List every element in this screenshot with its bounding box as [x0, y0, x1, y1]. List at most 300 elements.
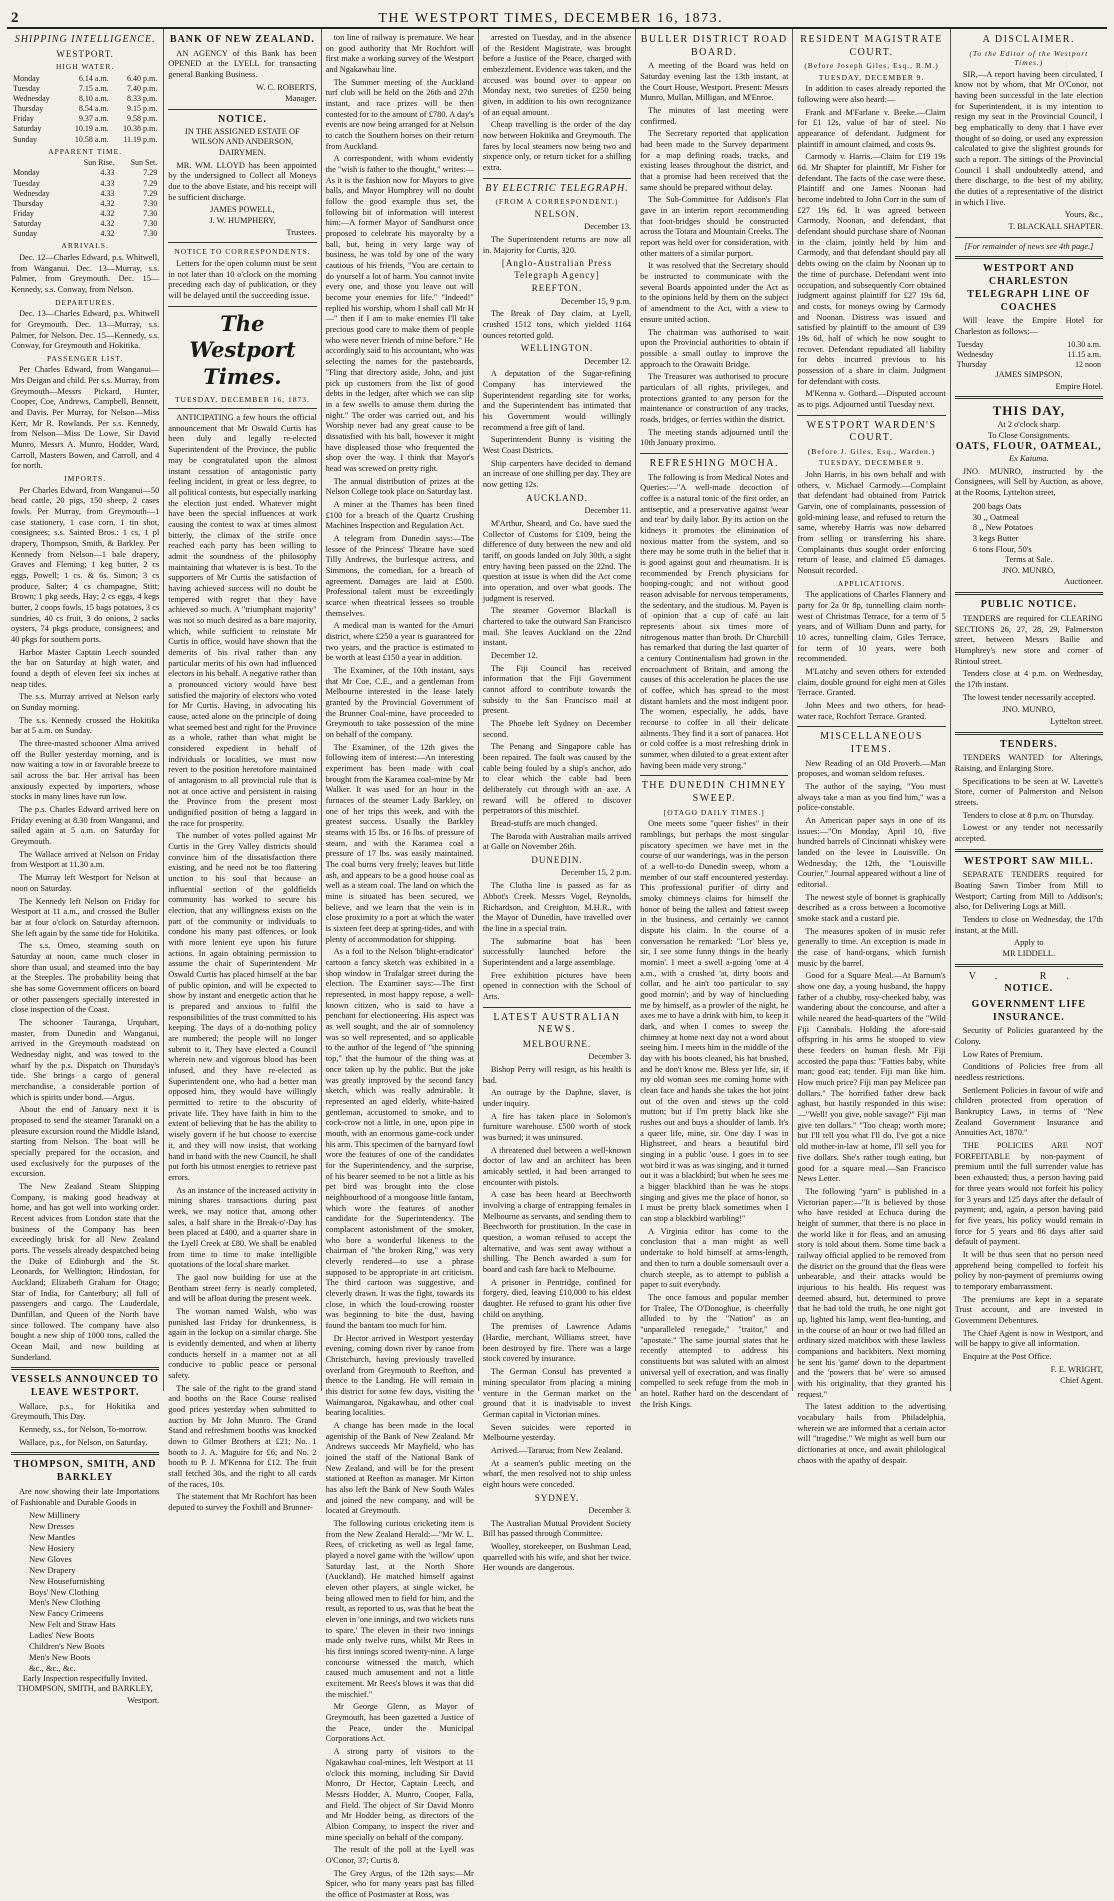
telegraph-place: REEFTON. [531, 283, 583, 294]
editorial-paragraph: As an instance of the increased activity in mining shares transactions during past week, we may notice that, among other sales, a half share in the Break-o'-Day has been placed at £400, and a quarter share in the Lyell Creek at £80. We shall be enabled from time to time to make intelligible quotations of the local share market. [168, 1185, 317, 1270]
australian-news-place: MELBOURNE. [522, 1038, 592, 1049]
shipping-heading: SHIPPING INTELLIGENCE. [14, 34, 156, 45]
news-paragraph: The result of the poll at the Lyell was O'Conor, 37; Curtis 8. [325, 1845, 474, 1865]
australian-news-paragraph: A prisoner in Pentridge, confined for forgery, died, leaving £10,000 to his eldest daughter. He refused to grant his other five child on anything. [482, 1277, 632, 1319]
high-water-row [11, 124, 159, 134]
vessel-item: Wallace, p.s., for Hokitika and Greymouth, This Day. [11, 1401, 160, 1422]
sale-title: THIS DAY, [992, 403, 1065, 419]
gli-paragraph: THE POLICIES ARE NOT FORFEITABLE by non-payment of premium until the full surrender value has been exhausted; thus, a person having paid for three years would not forfeit his policy for 3 years and 125 days after the default of payment; and, again, a person having paid for five years, his policy would remain in force for 5 years and 86 days after said default of payment. [954, 1141, 1103, 1247]
column-editorial [164, 29, 321, 1512]
gli-body [955, 1026, 1103, 1362]
australian-news-paragraph: A case has been heard at Beechworth involving a charge of entrapping females in Melbourne as servants, and sending them to Beechworth for prostitution. In the case in question, a woman refused to accept the alternative, and was sent away without a shilling. The Bench awarded a sum for board and cash fare back to Melbourne. [482, 1190, 632, 1275]
warden-paragraph: John Harris, in his own behalf and with others, v. Michael Carmody.—Complaint that defendant had obtained from Patrick Garvin, one of complainants, possession of gold-mining lease, and refused to return the same, whereby Harris was now debarred from selling or transferring his share. Complainants thus sought order enforcing return of lease, and claimed £5 damages. Nonsuit recorded. [797, 469, 946, 576]
telegraph-paragraph: The Break of Day claim, at Lyell, crushed 1512 tons, which yielded 1164 ounces retorted gold. [482, 309, 632, 340]
high-water-row-cell: 11.19 p.m. [123, 134, 158, 144]
high-water-row-cell: 9.15 p.m. [127, 104, 158, 114]
high-water-row-cell: 10.19 a.m. [74, 124, 109, 134]
coach-row [955, 350, 1103, 360]
sale-items [955, 501, 1103, 556]
high-water-row-cell: 6.14 a.m. [78, 73, 109, 83]
telegraph-paragraph: The Superintendent returns are now all in. Majority for Curtis, 320. [482, 235, 632, 255]
public-notice-close: Tenders close at 4 p.m. on Wednesday, the 17th instant. [954, 669, 1103, 689]
notice-body: MR. WM. LLOYD has been appointed by the undersigned to Collect all Moneys due to the above Estate, and his receipt will be sufficient discharge. [168, 160, 317, 202]
paper-nameplate: The Westport Times. [189, 310, 296, 389]
board-paragraph: The Secretary reported that application had been made to the Survey department for a map defining roads, tracks, and existing leases throughout the district, and that a promise had been received that the same should be prepared without delay. [640, 129, 789, 192]
coach-intro: Will leave the Empire Hotel for Charleston as follows:— [954, 316, 1103, 336]
warden-date: TUESDAY, DECEMBER 9. [818, 458, 925, 468]
gli-paragraph: Settlement Policies in favour of wife and children protected from operation of Bankruptcy Laws, in terms of "New Zealand Government Insurance and Annuities Act, 1870." [954, 1085, 1103, 1138]
telegraph-place: WELLINGTON. [520, 343, 594, 354]
harbour-note: Harbor Master Captain Leech sounded the bar on Saturday at high water, and found a depth of eleven feet six inches at neap tides. [11, 647, 160, 689]
gli-title: GOVERNMENT LIFE INSURANCE. [971, 999, 1087, 1023]
news-paragraph: The Examiner, of the 10th instant, says that Mr Coe, C.E., and a gentleman from Melbourne interested in the lease lately granted by the Provincial Government of the Brunner Coal-mine, have proceeded to Greymouth to take possession of the mine on behalf of the company. [325, 665, 474, 739]
news-paragraph: ton line of railway is premature. We hear on good authority that Mr Rochfort will first make a working survey of the Westport and Ngakawhau line. [325, 33, 474, 75]
notice-title: NOTICE. [217, 114, 267, 126]
australian-news-paragraph: A fire has taken place in Solomon's furniture warehouse. £500 worth of stock was burned; it was uninsured. [482, 1111, 632, 1143]
harbour-note: The three-masted schooner Alma arrived off the Buller yesterday morning, and is now waiting a tow in or favorable breeze to sail across the bar. Her arrival has been anxiously expected by importers, whose stocks in many lines have run low. [11, 739, 160, 802]
rm-date: TUESDAY, DECEMBER 9. [818, 72, 925, 82]
sun-header-cell: Sun Rise. [83, 158, 115, 168]
sale-body: JNO. MUNRO, instructed by the Consignees, will Sell by Auction, as above, at the Rooms, Lyttelton street, [954, 466, 1103, 497]
misc-paragraph: An American paper says in one of its issues:—"On Monday, April 10, five hundred barrels of Cincinnati whiskey were landed on the levee in Louisville. On Wednesday, the 12th, the "Louisville Courier," Journal appeared without a line of editorial. [797, 816, 946, 890]
telegraph-lead [483, 33, 631, 174]
telegraph-date: December 12. [584, 356, 632, 366]
disclaimer-body: SIR,—A report having been circulated, I know not by whom, that Mr O'Conor, not having been successful in the late election for Superintendent, it is my intention to resign my seat in the Provincial Council, I beg emphatically to deny that I have ever thought of so doing, or used any expression calculated to give the slightest grounds for such a report. The sittings of the Provincial Council I shall undoubtedly attend, and there discharge, to the best of my ability, the duties of a representative of the district in which I live. [954, 69, 1103, 207]
high-water-row-cell: Sunday [13, 134, 37, 144]
telegraph-paragraph: December 12. [490, 650, 538, 660]
sale-item: 6 tons Flour, 50's [972, 544, 1032, 555]
gli-notice-title: NOTICE. [1004, 983, 1054, 995]
public-notice-sign: JNO. MUNRO, [1002, 705, 1056, 715]
ad-item: New Mantles [29, 1531, 76, 1542]
tenders-spec: Specifications to be seen at W. Lavette's Store, corner of Palmerston and Nelson streets. [954, 776, 1103, 807]
ad-item: New Gloves [29, 1553, 72, 1564]
high-water-row-cell: 7.15 a.m. [78, 83, 109, 93]
notice-sign2: J. W. HUMPHERY, [209, 216, 276, 226]
telegraph-date: December 15, 2 p.m. [560, 868, 632, 878]
telegraph-paragraph: Bread-stuffs are much changed. [490, 819, 598, 829]
application-paragraph: John Mees and two others, for head-water race, Rochfort Terrace. Granted. [797, 700, 946, 721]
gli-paragraph: Security of Policies guaranteed by the Colony. [954, 1026, 1103, 1047]
board-paragraph: A meeting of the Board was held on Saturday evening last the 13th instant, at the Court House, Westport. Present: Messrs Munro, Mullan, Milligan, and M'Enroe. [640, 61, 789, 103]
tenders-lowest: Lowest or any tender not necessarily accepted. [954, 823, 1103, 843]
coach-times [955, 340, 1103, 370]
mocha-body [640, 473, 788, 772]
sale-sub: To Close Consignments. [987, 430, 1070, 440]
sale-ex: Ex Kaiuma. [1009, 453, 1049, 463]
sweep-source: [OTAGO DAILY TIMES.] [663, 807, 765, 817]
misc-body [797, 759, 945, 1467]
news-paragraph: As a foil to the Nelson 'blight-eradicator' cartoon a fancy sketch was exhibited in a shop window in Trafalgar street during the election. The Examiner says:—The first represented, in most happy repose, a well-known citizen, who is said to have a penchant for electioneering. His aspect was as well sought, and the air of somnolency was so well represented, and so applicable to the author of the legend of "the spinning top," that the humour of the thing was at once taken up by the public. But the joke was greatly improved by the second fancy sketch, which was really admirable. It represented an aged elderly, white-haired gentleman, accustomed to smoke, and to cock-crow not a little, in one, upon pipe in mouth, with an enormous game-cock under his arm. This specimen of the barnyard fowl wore the features of one of the candidates for the Superintendency, and the surprise, of his bearer seemed to be not a little as his pet bird was brought into the close neighbourhood of a mongoose little fantam, which wore the features of another candidate for the Superintendency. The complacent astonishment of the smoker, who bore a wonderful likeness to the chairman of "the broken Ring," was very cleverly rendered—to use a phrase supposed to be appropriate in art criticism. The third cartoon was suggestive, and cleverly drawn. It was the fight, towards its close, in which the loud-crowing rooster was beginning to bite the dust, having found the bantam too much for him. [325, 947, 474, 1330]
lead-paragraph: arrested on Tuesday, and in the absence of the Resident Magistrate, was brought before a Justice of the Peace, charged with embezzlement. Evidence was taken, and the accused was bound over to appear on Monday next, two sureties of £250 being given, in addition to his own recognizance of an equal amount. [482, 33, 632, 117]
editorial-paragraph: The gaol now building for use at the Bentham street ferry is nearly completed, and will be afloat during the present week. [168, 1272, 317, 1304]
warden-body [797, 470, 945, 577]
coach-row [955, 340, 1103, 350]
departures-label: DEPARTURES. [55, 297, 116, 307]
sweep-paragraph: One meets some "queer fishes" in their ramblings, but perhaps the most singular piscatory specimen we have met in the course of our wanderings, was in the person of a well-to-do Dunedin sweep, whom a member of our staff encountered yesterday. This professional purifier of dirty and smoky chimneys claims for himself the honor of being the tallest and fattest sweep in the business, and certainly we cannot dispute his claim. In the course of a conversation he remarked: "Lor' bless ye, sir, I see some funny things in the hearly mornin'. I meet a swell a-going 'ome at 4 a.m., with a crushed 'at, dirty boots and collar, and he ain't too particular to say good mornin'; and by way of hinclueding me by himself, as a prowler of the night, he axes me to have a drink with him, to keep it dark, and when I comes to sweep the chimney at home next day not a word about seeing him. I meets him in the middle of the day with his boots cleaned, his hat brushed, and he don't know me. Bless yer life, sir, if my old woman sees me coming home with clean face and hands she takes the hot joint out of the oven and stews up the cold mutton; but if I'm pretty black like she rushes out and buys a shoulder of lamb. It's a queer life, mine, sir. One day I was in Highstreet, and hears a beautiful bird singing in a public 'ouse. I goes in to see wot bird it was as was singing, and it turned out it was a blackbird; but when he sees me a bigger blackbird than he was he stops singing and gives me the place of honor, so I must be pretty black sometimes when I can stop a blackbird warbling!" [640, 819, 789, 1224]
australian-news-paragraph: The Australian Mutual Provident Society Bill has passed through Committee. [482, 1518, 632, 1539]
telegraph-paragraph: Ship carpenters have decided to demand an increase of one shilling per day. They are now getting 12s. [482, 458, 632, 490]
board-paragraph: The Treasurer was authorised to procure particulars of all rights, privileges, and protections granted to any person for the maintenance or construction of any tracks, roads, bridges, or ferries within the district. [640, 372, 789, 424]
news-paragraph: The following curious cricketing item is from the New Zealand Herald:—"Mr W. L. Rees, of cricketing as well as legal fame, played a novel game with the 'willow' upon Saturday last, at the North Shore (Auckland). He matched himself against eleven other players, at single wicket, he being allowed men to field for him, and the result, as reported to us, was that he beat the eleven in 'one innings, and two wickets runs to spare.' The eleven in their two innings made only twelve runs, whilst Mr Rees in his first innings scored twenty-nine. A large concourse witnessed the match, which caused much amusement and not a little excitement. Mr Rees's blows it was that did the mischief." [325, 1519, 474, 1699]
telegraph-date: December 11. [584, 506, 632, 516]
tsb-ad-intro: Are now showing their late Importations of Fashionable and Durable Goods in [11, 1486, 160, 1507]
newspaper-page [7, 5, 1107, 1899]
passenger-text: Per Charles Edward, from Wanganui—Mrs Deigan and child. Per s.s. Murray, from Greymouth—Messrs Pickard, Hunter, Cooper, Coe, Andrews, Campbell, Bennett, and Davis. Per Murray, for Nelson—Miss Kerr, Mr R. Rowlands. Per s.s. Kennedy, from Nelson—Miss De Lowe, Sir David Munro, Messrs A. Munro, Hodder, Ward, Carroll, Masters Bowen, and Carroll, and 4 for north. [11, 365, 160, 471]
bank-body: AN AGENCY of this Bank has been OPENED at the LYELL for transacting general Banking Business. [168, 48, 317, 80]
vessel-item: Kennedy, s.s., for Nelson, To-morrow. [19, 1425, 147, 1435]
apparent-time-row-cell: Sunday [13, 229, 37, 239]
applications-heading: APPLICATIONS. [837, 578, 906, 588]
tsb-ad-place: Westport. [127, 1696, 160, 1706]
australian-news-paragraph: An outrage by the Daphne, slaver, is under inquiry. [482, 1088, 632, 1109]
high-water-row [11, 114, 159, 124]
vessels-list [11, 1402, 159, 1449]
apparent-time-row-cell: 4.32 [100, 219, 115, 229]
gli-paragraph: Conditions of Policies free from all needless restrictions. [954, 1062, 1103, 1083]
harbour-note: The schooner Tauranga, Urquhart, master, from Dunedin and Wanganui, arrived in the Greymouth roadstead on Wednesday night, and was towed to the wharf by the p.s. Dispatch on Thursday's tide. She brings a cargo of general merchandise, a considerable portion of which is spirits under bond.—Argus. [11, 1017, 160, 1102]
saw-mill-apply: Apply to [1014, 938, 1044, 948]
sale-sign: JNO. MUNRO, [1002, 565, 1056, 575]
tenders-body: TENDERS WANTED for Alterings, Raising, and Enlarging Store. [954, 753, 1103, 773]
coach-row-cell: 12 noon [1074, 359, 1101, 369]
column-local-news [322, 29, 479, 1899]
apparent-time-row [11, 189, 159, 199]
misc-paragraph: The newest style of bonnet is graphically described as a cross between a locomotive smoke stack and a custard pie. [797, 892, 946, 924]
ad-item: Men's New Boots [29, 1651, 91, 1662]
misc-paragraph: The measures spoken of in music refer generally to time. An exception is made in the case of hand-organs, which furnish music by the barrel. [797, 926, 946, 968]
warden-heading: WESTPORT WARDEN'S COURT. [806, 419, 937, 444]
bank-role: Manager. [285, 94, 317, 104]
sale-goods: OATS, FLOUR, OATMEAL, [955, 441, 1102, 453]
port-heading: WESTPORT. [56, 48, 114, 59]
apparent-time-row-cell: Friday [13, 209, 34, 219]
disclaimer-to: (To the Editor of the Westport Times.) [969, 48, 1089, 68]
misc-paragraph: The following "yarn" is published in a Victorian paper:—"It is believed by those who have resided at Echuca during the height of summer, that there is no place in the world like it for fleas, and an amusing story is told about them. Some time back a railway official applied to be removed from the district on the ground that the fleas were unbearable, and their attacks would be injurious to his health. His request was deemed absurd, but, determined to prove that he had told the truth, he one night got up, lighted his lamp, went flea-hunting, and in the course of an hour or two had filled an ordinary sized matchbox with these lawless companions and backbiters. Next morning he sent his 'game' down to the department and the 'powers that be' were so amused with his originality, that they granted his request." [797, 1186, 946, 1399]
high-water-row-cell: 10.58 a.m. [74, 134, 109, 144]
sale-role: Auctioneer. [1064, 577, 1103, 587]
board-body [640, 61, 788, 449]
vessel-item: Wallace, p.s., for Nelson, on Saturday. [19, 1437, 148, 1447]
board-paragraph: It was resolved that the Secretary should be instructed to communicate with the several Boards appointed under the Act as to the opinions held by them on the subject of amendment to the Act, with a view to ensure united action. [640, 261, 789, 324]
high-water-row-cell: Tuesday [13, 83, 40, 93]
editorial-paragraph: The woman named Walsh, who was punished last Friday for drunkenness, is again in the lockup on a similar charge. She is evidently demented, and when at liberty conducts herself in a manner not at all conducive to public peace or personal safety. [168, 1306, 317, 1380]
tsb-ad-title: THOMPSON, SMITH, AND BARKLEY [13, 1459, 157, 1484]
harbour-note: The Kennedy left Nelson on Friday for Westport at 11 a.m., and crossed the Buller bar at four o'clock on Saturday afternoon. She left again by the same tide for Hokitika. [11, 896, 160, 938]
high-water-row-cell: 7.40 p.m. [127, 83, 158, 93]
apparent-time-row-cell: 7.30 [143, 219, 158, 229]
telegraph-place: DUNEDIN. [531, 855, 583, 866]
tsb-ad-sign: THOMPSON, SMITH, and BARKLEY, [17, 1684, 153, 1694]
gli-paragraph: Low Rates of Premium. [962, 1049, 1043, 1059]
page-number: 2 [11, 10, 19, 26]
column-advertisements [951, 29, 1107, 1391]
apparent-time-row-cell: 4.32 [100, 229, 115, 239]
news-paragraph: A medical man is wanted for the Amuri district, where £250 a year is guaranteed for two years, and the practice is estimated to be worth at least £150 a year in addition. [325, 621, 474, 663]
high-water-row-cell: 6.40 p.m. [127, 73, 158, 83]
apparent-time-row-cell: 7.30 [143, 209, 158, 219]
misc-paragraph: Good for a Square Meal.—At Barnum's show one day, a young husband, the happy father of a chubby, rosy-cheeked baby, was wandering about the concourse, and after a while neared the head-quarters of the "Wild Fiji Cannibals. Holding the afore-said offspring in his arms he stooped to view these feeders on human flesh. Mr Fiji accosted the papa thus: "Fatties baby, white man; good eat; tender. Fiji man like him. How much price? Fiji man pay Melicee pan dollars." The horrified father drew back aghast, but hastily responded in this wise:—"Well! you give, noble savage?" Fiji man give ten dollars." "Too cheap; worth more; but I'll tell you what I'll do. I've got a nice old mother-in-law at home, I'll sell you for five dollars. She's rather tough eating, but good for a square meal.—San Francisco News Letter. [797, 971, 946, 1184]
australian-news-paragraph: A threatened duel between a well-known doctor of law and an architect has been amicably settled, it had been arranged to encounter with pistols. [482, 1145, 632, 1187]
tsb-ad-invite: Early Inspection respectfully Invited. [22, 1673, 148, 1683]
telegraph-paragraph: Superintendent Bunny is visiting the West Coast Districts. [482, 435, 632, 456]
gli-paragraph: Enquire at the Post Office. [962, 1351, 1052, 1361]
ad-item: New Housefurnishing [29, 1575, 105, 1586]
masthead [7, 5, 1107, 29]
notice-sign1: JAMES POWELL, [210, 205, 275, 215]
apparent-time-row-cell: 4.32 [100, 198, 115, 208]
tenders-title: TENDERS. [999, 738, 1058, 750]
news-paragraph: The annual distribution of prizes at the Nelson College took place on Saturday last. [325, 476, 474, 497]
gli-paragraph: The Chief Agent is now in Westport, and will be happy to give all information. [954, 1328, 1103, 1349]
columns [7, 29, 1107, 1899]
high-water-row [11, 135, 159, 145]
sweep-body [640, 819, 788, 1410]
correspondents-body: Letters for the open column must be sent in not later than 10 o'clock on the morning preceding each day of publication, or they will be delayed until the succeeding issue. [168, 258, 317, 300]
harbour-note: The s.s. Omeo, steaming south on Saturday at noon, came much closer in shore than usual, and steamed into the bay at the Steeples. The probability being that she has some Government officers on board or other passengers specially interested in close inspection of the Coast. [11, 941, 160, 1015]
apparent-time-row-cell: Thursday [13, 198, 44, 208]
australian-news-paragraph: At a seamen's public meeting on the wharf, the men resolved not to ship unless eight hours were conceded. [482, 1458, 632, 1489]
sun-header-row [11, 158, 159, 168]
telegraph-from: (FROM A CORRESPONDENT.) [495, 197, 619, 207]
news-paragraph: Dr Hector arrived in Westport yesterday evening, coming down river by canoe from Christchurch, having previously travelled overland from Greymouth to Reefton, and thence to the Landing. He will remain in this district for some few days, visiting the Waimangaroa, Ngakawhau, and other coal bearing localities. [325, 1333, 474, 1418]
column-telegraph [479, 29, 636, 1573]
public-notice-body: TENDERS are required for CLEARING SECTIONS 26, 27, 28, 29, Palmerston street, between Messrs Bailie and Humphrey's new store and corner of Rintoul street. [954, 613, 1103, 666]
news-paragraph: The Grey Argus, of the 12th says:—Mr Spicer, who for many years past has filled the office of Postmaster at Ross, was [325, 1868, 474, 1899]
harbour-note: About the end of January next it is proposed to send the steamer Taranaki on a pleasure excursion round the Middle Island, starting from Nelson. The boat will be specially prepared for the occasion, and used exclusively for the purposes of the excursion. [11, 1105, 160, 1179]
application-paragraph: The applications of Charles Flannery and party for 2a 0r 8p, tunnelling claim north-west of Christmas Terrace, for a term of 5 years, and of William Dunn and party, for 10 acres, tunnelling claim, Giles Terrace, for term of 10 years, were both recommended. [797, 590, 946, 664]
high-water-label: HIGH WATER. [55, 62, 115, 72]
masthead-title: THE WESTPORT TIMES, DECEMBER 16, 1873. [378, 11, 724, 26]
high-water-row [11, 74, 159, 84]
apparent-time-row-cell: 7.29 [143, 168, 158, 178]
apparent-time-row-cell: 4.32 [100, 209, 115, 219]
saw-mill-title: WESTPORT SAW MILL. [963, 855, 1094, 867]
telegraph-paragraph: A deputation of the Sugar-refining Company has interviewed the Superintendent regarding site for works, and the Superintendent has intimated that his Government would willingly recommend a free gift of land. [482, 369, 632, 432]
apparent-time-row-cell: Wednesday [13, 188, 50, 198]
rm-heading: RESIDENT MAGISTRATE COURT. [800, 34, 943, 58]
high-water-row-cell: 9.58 p.m. [127, 114, 158, 124]
telegraph-paragraph: The Penang and Singapore cable has been repaired. The fault was caused by the cable being fouled by a ship's anchor, ado to clear which the cable had been deliberately cut through with an axe. A reward will be offered to discover perpetrators of this mischief. [482, 742, 632, 816]
disclaimer-close: Yours, &c., [1064, 210, 1103, 220]
telegraph-paragraph: The submarine boat has been successfully launched before the Superintendent and a large assemblage. [482, 936, 632, 967]
editorial-paragraph: The statement that Mr Rochfort has been deputed to survey the Foxhill and Brunner- [168, 1492, 317, 1512]
apparent-time-row-cell: 4.33 [100, 178, 115, 188]
apparent-time-row-cell: Monday [13, 168, 40, 178]
high-water-row-cell: 9.37 a.m. [78, 114, 109, 124]
sale-item: 8 ,, New Potatoes [972, 522, 1034, 533]
board-paragraph: The chairman was authorised to wait upon the Provincial authorities to obtain if possible a small outlay to improve the approach to the Orawaiti Bridge. [640, 327, 789, 369]
apparent-time-row-cell: 4.33 [100, 188, 115, 198]
australian-news-place: SYDNEY. [534, 1492, 580, 1503]
high-water-row-cell: 10.38 p.m. [123, 124, 158, 134]
high-water-row-cell: 8.54 a.m. [78, 104, 109, 114]
high-water-row-cell: Monday [13, 73, 40, 83]
apparent-time-row-cell: 7.30 [143, 198, 158, 208]
rm-before: (Before Joseph Giles, Esq., R.M.) [804, 61, 939, 71]
coach-title: WESTPORT AND CHARLESTON TELEGRAPH LINE OF COACHES [967, 263, 1091, 313]
ad-item: Children's New Boots [29, 1641, 105, 1652]
high-water-row-cell: Saturday [13, 124, 42, 134]
high-water-row-cell: Wednesday [13, 93, 50, 103]
apparent-time-row [11, 168, 159, 178]
paper-date: TUESDAY, DECEMBER 16, 1873. [174, 394, 310, 404]
apparent-time-row [11, 219, 159, 229]
apparent-time-row [11, 199, 159, 209]
sun-header-blank [11, 158, 68, 168]
high-water-row [11, 84, 159, 94]
harbour-notes [11, 648, 159, 1364]
ad-item: Boys' New Clothing [29, 1586, 99, 1597]
high-water-row [11, 94, 159, 104]
harbour-note: The p.s. Charles Edward arrived here on Friday evening at 8.30 from Wanganui, and sailed again at 5 a.m. on Saturday for Greymouth. [11, 805, 160, 847]
telegraph-paragraph: The Baroda with Australian mails arrived at Galle on November 26th. [482, 831, 632, 852]
news-paragraph: A strong party of visitors to the Ngakawhau coal-mines, left Westport at 11 o'clock this morning, including Sir David Monro, Dr Hector, Captain Leech, and Messrs Hodder, A. Munro, Cooper, Falla, and Field. The object of Sir David Monro and Mr Hodder being, as directors of the Albion Company, to inspect the river and mine specially on behalf of the company. [325, 1747, 474, 1842]
local-news-body [326, 33, 474, 1901]
sale-terms: Terms at Sale. [1005, 555, 1053, 565]
ad-item: &c., &c., &c. [29, 1662, 76, 1673]
saw-mill-sign: MR LIDDELL. [1002, 949, 1056, 958]
applications-body [797, 590, 945, 722]
apparent-time-row-cell: 7.29 [143, 178, 158, 188]
ad-item: New Drapery [29, 1564, 76, 1575]
telegraph-paragraph: M'Arthur, Sheard, and Co. have sued the Collector of Customs for £109, being the difference of duty between the new and old tariff, on goods landed on July 30th, a sight entry having been passed on the 22nd. The question at issue is when did the Act come into operation, and over what goods. The judgment is reserved. [482, 518, 632, 603]
sweep-paragraph: A Virginia editor has come to the conclusion that a man might as well undertake to hold himself at arms-length, and then to turn a double somersault over a church steeple, as to attempt to publish a paper to suit everybody. [640, 1226, 789, 1290]
lead-paragraph: Cheap travelling is the order of the day now between Hokitika and Greymouth. The fares by local steamers now being two and sixpence only, or return ticket for a shilling extra. [482, 120, 632, 173]
ad-item: New Felt and Straw Hats [29, 1619, 116, 1630]
rm-paragraph: Frank and M'Farlane v. Beeke.—Claim for £1 12s, value of bar of steel. No appearance of defendant. Judgment for plaintiff in amount claimed, and costs 9s. [797, 107, 946, 149]
board-paragraph: The minutes of last meeting were confirmed. [640, 106, 789, 126]
mocha-heading: REFRESHING MOCHA. [649, 457, 779, 469]
harbour-note: The s.s. Murray arrived at Nelson early on Sunday morning. [11, 692, 160, 713]
gli-paragraph: It will be thus seen that no person need apprehend being compelled to forfeit his policy by non-payment of premiums owing to temporary embarrassment. [954, 1249, 1103, 1291]
sale-item: 200 bags Oats [972, 500, 1022, 511]
apparent-time-row [11, 179, 159, 189]
misc-paragraph: The latest addition to the advertising vocabulary hails from Philadelphia, wherein we are informed that a certain actor will "tragedise." We might as well burn our dictionaries at once, and await philological chaos with the apathy of despair. [797, 1402, 946, 1465]
remainder-note: [For remainder of news see 4th page.] [964, 241, 1094, 251]
ad-item: Ladies' New Boots [29, 1630, 95, 1641]
high-water-row-cell: 8.10 a.m. [78, 93, 109, 103]
apparent-time-row-cell: 7.29 [143, 188, 158, 198]
public-notice-title: PUBLIC NOTICE. [980, 599, 1077, 611]
news-items [483, 1039, 631, 1574]
public-notice-lowest: The lowest tender necessarily accepted. [962, 692, 1096, 702]
coach-row-cell: Wednesday [956, 349, 994, 359]
bank-sign: W. C. ROBERTS, [256, 82, 317, 92]
gli-role: Chief Agent. [1060, 1376, 1103, 1386]
high-water-table [11, 74, 159, 145]
warden-before: (Before J. Giles, Esq., Warden.) [807, 446, 936, 456]
passenger-label: PASSENGER LIST. [47, 353, 124, 363]
ad-item: New Dresses [29, 1521, 75, 1532]
column-courts [793, 29, 950, 1465]
high-water-row [11, 104, 159, 114]
australian-news-paragraph: Seven suicides were reported in Melbourne yesterday. [482, 1422, 632, 1443]
misc-heading: MISCELLANEOUS ITEMS. [820, 731, 923, 755]
telegraph-heading: BY ELECTRIC TELEGRAPH. [485, 182, 629, 194]
telegraph-paragraph: The Fiji Council has received information that the Fiji Government cannot afford to contribute towards the subsidy to the San Francisco mail at present. [482, 663, 632, 716]
application-paragraph: M'Latchy and seven others for extended claim, double ground for eight men at Giles Terrace. Granted. [797, 666, 946, 698]
rm-paragraph: Carmody v. Harris.—Claim for £19 19s 6d. Mr Shapter for plaintiff, Mr Fisher for defendant. The facts of the case were these. Plaintiff and one James Noonan had become indebted to John Corr in the sum of £27 19s 6d. It was agreed between Carmody, Noonan, and defendant, that defendant should purchase share of Noonan in the claim, jointly held by him and Carmody, and that defendant should pay all debts owing on the claim by Noonan up to the time of purchase. Defendant went into occupation, and subsequently Corr obtained judgment against plaintiff for £27 19s 6d, and costs, for moneys owing by Carmody and Noonan. Distress was issued and satisfied by plaintiff to the amount of £39 19s 6d, half of which he now sought to recover. Defendant repudiated all liability for debts incurred previous to his possession of a share in claim. Judgment for defendant with costs. [797, 152, 946, 386]
imports-label: IMPORTS. [64, 474, 107, 484]
harbour-note: The Wallace arrived at Nelson on Friday from Westport at 11.30 a.m. [11, 849, 160, 870]
correspondents-title: NOTICE TO CORRESPONDENTS. [174, 247, 311, 257]
mocha-paragraph: The following is from Medical Notes and Queries:—"A well-made decoction of coffee is a natural tonic of the first order, an antiseptic, and a preservative against 'wear and tear' by daily labor. By its action on the kidneys it promotes the elimination of noxious matter from the system, and so there may be some truth in the belief that it is good against gout and rheumatism. It is recommended by French physicians for hooping-cough; and not without good reason advisable for nervous temperaments, the sedentary, and the studious. M. Payen is of opinion that a cup of café au lait represents about six times more of nitrogenous matter than broth. Dr Churchill has remarked that during the last quarter of a century Continentalism had grown in the encroachment of Britain, and among the causes of this acceleration he places the use of coffee, which has spread to the most distant hamlets and the most indigent poor. The women, especially, he adds, have recourse to coffee in all their delicate ailments. They find it a sort of panacea. Hot or cold coffee is a most refreshing drink in summer, when diluted to a great extent after having been made very strong." [640, 472, 789, 770]
coach-place: Empire Hotel. [1055, 381, 1103, 391]
telegraph-place: AUCKLAND. [526, 492, 588, 503]
harbour-note: The s.s. Kennedy crossed the Hokitika bar at 5 a.m. on Sunday. [11, 715, 160, 736]
apparent-time-row-cell: 7.30 [143, 229, 158, 239]
notice-role: Trustees. [286, 227, 317, 237]
australian-news-paragraph: Bishop Perry will resign, as his health is bad. [482, 1065, 632, 1085]
rm-paragraph: In addition to cases already reported the following were also heard:— [797, 84, 946, 105]
sun-header-cell: Sun Set. [130, 158, 158, 168]
australian-news-paragraph: The German Consul has prevented a mining speculator from placing a mining venture in the German market on the ground that it is inadvisable to invest German capital in Victorian mines. [482, 1367, 632, 1419]
telegraph-date: December 15, 9 p.m. [560, 296, 632, 306]
misc-paragraph: New Reading of an Old Proverb.—Man proposes, and woman seldom refuses. [797, 758, 946, 779]
column-board-mocha [636, 29, 793, 1409]
public-notice-place: Lyttelton street. [1050, 716, 1103, 726]
high-water-row-cell: Friday [13, 114, 34, 124]
arrivals-text: Dec. 12—Charles Edward, p.s. Whitwell, from Wanganui. Dec. 13—Murray, s.s. Palmer, from Greymouth. Dec. 15—Kennedy, s.s. Conway, from Nelson. [11, 253, 160, 295]
apparent-time-row-cell: Saturday [13, 219, 42, 229]
tsb-ad-items [11, 1510, 159, 1674]
board-heading: BULLER DISTRICT ROAD BOARD. [640, 34, 788, 58]
sale-item: 3 kegs Butter [972, 533, 1019, 544]
news-paragraph: A telegram from Dunedin says:—The lessee of the Princess' Theatre have sued Tilly Andrews, the burlesque actress, and Simmons, the comedian, for a breach of agreement. Damages are laid at £500. Professional talent must be exceedingly scarce when theatrical lessees so trouble themselves. [325, 533, 474, 618]
telegraph-paragraph: Free exhibition pictures have been opened in connection with the School of Arts. [482, 970, 632, 1001]
rm-body [797, 84, 945, 410]
notice-head: IN THE ASSIGNED ESTATE OF WILSON AND ANDERSON, DAIRYMEN. [185, 126, 300, 158]
news-heading: LATEST AUSTRALIAN NEWS. [493, 1011, 621, 1036]
editorial-paragraph: The number of votes polled against Mr Curtis in the Grey Valley districts should convince him of the dissatisfaction there existing, and he need not be too flattering unction to his soul that because an influential section of the goldfields community has worked to secure his election, that any willingness exists on the part of the community or individuals to condone his many past offences, or look with more lenient eye upon his future actions. In again obtaining permission to assume the chair of Superintendent Mr Oswald Curtis has placed himself at the bar of public opinion, and will be expected to show by instant and energetic action that he is prepared and anxious to fulfil the responsibilities of the trust committed to his keeping. The days of a do-nothing policy are numbered; the people will no longer submit to it. They have elected a Council wherein new and vigorous blood has been infused, and they have re-elected as Superintendent one, who had a better man opposed him, they would have willingly permitted to retire to the obscurity of private life. They have faith in him to the extent of believing that he has the ability to wisely govern if he but choose to exercise it, and they will now insist, that working hand in hand with the new Council, he shall put forth his utmost energies to retrieve past errors. [168, 831, 317, 1182]
bank-title: BANK OF NEW ZEALAND. [169, 34, 315, 45]
apparent-time-row-cell: 4.33 [100, 168, 115, 178]
australian-news-paragraph: Arrived.—Tararua; from New Zealand. [490, 1445, 623, 1455]
telegraph-date: December 13. [584, 222, 632, 232]
imports-text: Per Charles Edward, from Wanganui—50 head cattle, 20 pigs, 150 sheep, 2 cases fowls. Per Murray, from Greymouth—1 case stationery, 1 case corn, 1 tin shot, consignees; s.s. Sainted Bros.: 1 cs, 1 pl drapery, Thompson, Smith, & Barkley. Per Kennedy from Nelson—1 bale drapery, Graves and Fleming; 1 keg butter, 2 cs eggs, Powell; 1 cs. & 6s. Simon; 3 cs produce, Salter; 4 cs champagne, Stitt; Brown; 1 pkg seeds, Hay; 2 cs eggs, 4 kegs butter, 2 coops fowls, 15 bags potatoes, 3 cs sundries, 40 cs fruit, 3 do onions, 2 sacks oysters, 74 pkgs produce, consignees; and 40 pkgs for southern ports. [11, 485, 160, 645]
vessels-heading: VESSELS ANNOUNCED TO LEAVE WESTPORT. [11, 1374, 159, 1399]
high-water-row-cell: 8.33 p.m. [127, 93, 158, 103]
australian-news-date: December 3. [588, 1052, 632, 1062]
news-paragraph: A change has been made in the local agentship of the Bank of New Zealand. Mr Andrews succeeds Mr Mayfield, who has joined the staff of the National Bank of New Zealand, and will be for the present stationed at Reefton as manager. Mr Kirton has also left the Bank of New South Wales and joined the new company, and will be located at Greymouth. [325, 1421, 474, 1516]
apparent-time-table [11, 158, 159, 239]
news-paragraph: A miner at the Thames has been fined £100 for a breach of the Quartz Crushing Machines Inspection and Regulation Act. [325, 499, 474, 531]
news-paragraph: Mr George Glenn, as Mayor of Greymouth, has been gazetted a Justice of the Peace, under the Municipal Corporations Act. [325, 1702, 474, 1744]
misc-paragraph: The author of the saying, "You must always take a man as you find him," was a police-constable. [797, 781, 946, 813]
sweep-paragraph: The once famous and popular member for Tralee, The O'Donoghue, is cheerfully alluded to by the "Nation" as an "unparalleled renegade," "traitor," and "apostate." The same journal states that he recently attempted to address his constituents but was saluted with an almost universal yell of execration, and was finally compelled to seek refuge from the mob in an hotel. Rather hard on the descendant of the Irish Kings. [640, 1292, 789, 1409]
departures-text: Dec. 13—Charles Edward, p.s. Whitwell for Greymouth. Dec. 13—Murray, s.s. Palmer, for Nelson. Dec. 15—Kennedy, s.s. Conway, for Greymouth and Hokitika. [11, 309, 160, 351]
sweep-heading: THE DUNEDIN CHIMNEY SWEEP. [641, 780, 787, 805]
column-shipping [7, 29, 164, 1706]
ad-item: Men's New Clothing [29, 1597, 101, 1608]
harbour-note: The New Zealand Steam Shipping Company, is making good headway at home, and has got well into working order. Recent advices from London state that the business of the Company has been exceedingly brisk for all New Zealand ports. The vessels already despatched being the Duke of Edinburgh and the St. Leonards, for Wellington; Hindostan, for Auckland; Elizabeth Graham for Otago; Star of India, for Canterbury; all full of passengers and cargo. The Lauderdale, Dunfillan, and Queen of the North have since followed. The company have also bought a new ship of 1000 tons, called the Ocean Mail, and now building at Sunderland. [11, 1181, 160, 1362]
board-paragraph: The Sub-Committee for Addison's Flat gave in an interim report recommending that foot-bridges should be constructed across the Totara and Mountain Creeks. The report was held over for consideration, with other matters of a similar purport. [640, 195, 789, 258]
ad-item: New Millinery [29, 1510, 80, 1521]
harbour-note: The Murray left Westport for Nelson at noon on Saturday. [11, 873, 160, 893]
gli-sign: F. E. WRIGHT, [1050, 1364, 1103, 1374]
telegraph-items [483, 209, 631, 1003]
telegraph-place: [Anglo-Australian Press Telegraph Agency] [501, 258, 613, 280]
coach-row-cell: 11.15 a.m. [1067, 349, 1101, 359]
sale-time: At 2 o'clock sharp. [997, 419, 1061, 429]
disclaimer-sign: T. BLACKALL SHAPTER. [1008, 222, 1103, 232]
apparent-time-row [11, 209, 159, 219]
telegraph-paragraph: The Phoebe left Sydney on December second. [482, 719, 632, 739]
coach-row [955, 360, 1103, 370]
board-paragraph: The meeting stands adjourned until the 10th January proximo. [640, 427, 789, 448]
vr-mark: V. R. [968, 970, 1089, 982]
